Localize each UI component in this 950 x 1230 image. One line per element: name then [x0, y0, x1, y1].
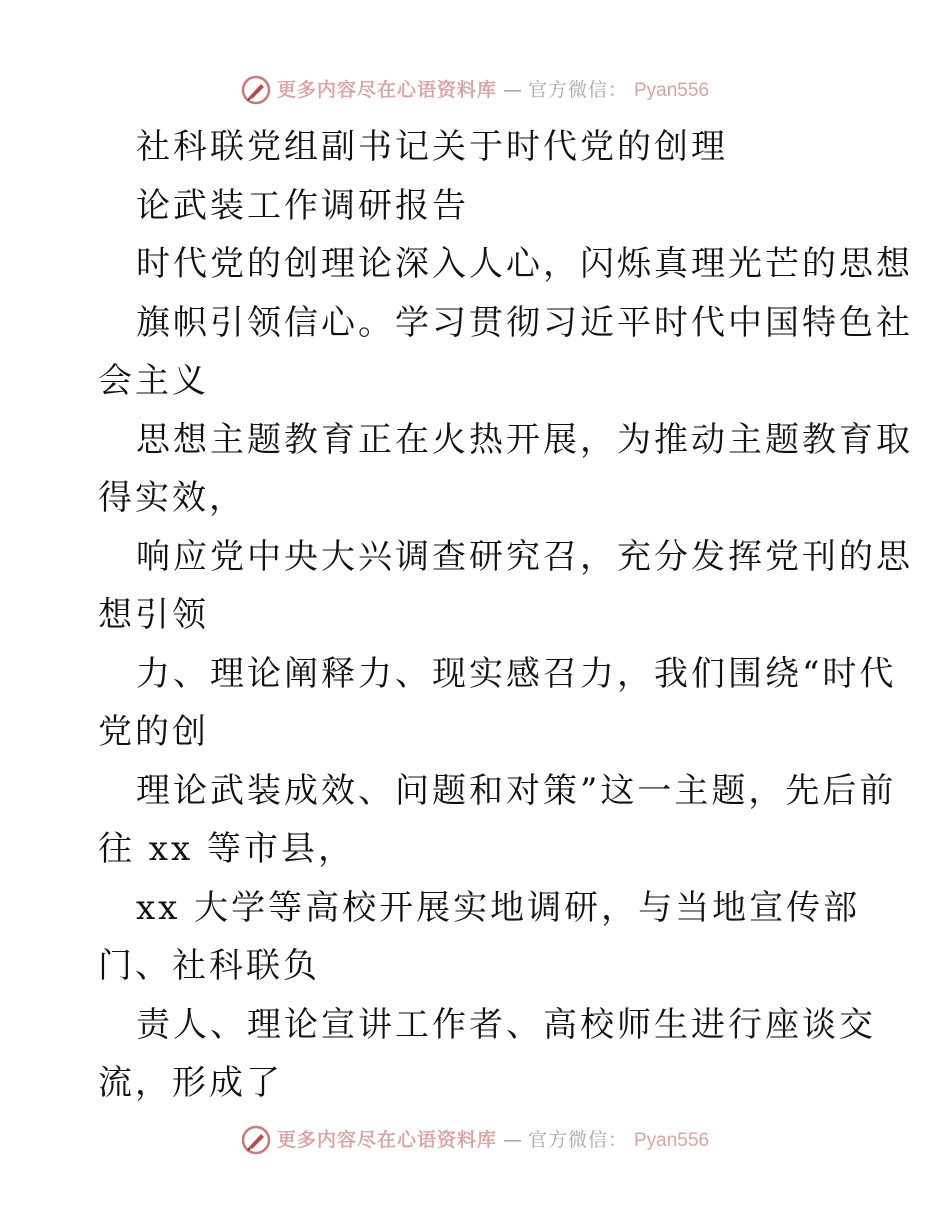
text-line: 理论武装成效、问题和对策”这一主题，先后前 — [136, 770, 897, 811]
watermark-wechat-label: 官方微信： — [527, 1128, 628, 1151]
text-line: 旗帜引领信心。学习贯彻习近平时代中国特色社 — [136, 302, 913, 343]
text-line: xx 大学等高校开展实地调研，与当地宣传部 — [136, 887, 861, 928]
watermark-banner — [241, 75, 709, 105]
text-line: 往 xx 等市县， — [98, 829, 355, 869]
footer-watermark — [0, 1120, 950, 1160]
text-line: 响应党中央大兴调查研究召，充分发挥党刊的思 — [136, 536, 913, 577]
watermark-dash: — — [502, 78, 522, 101]
text-line: 时代党的创理论深入人心，闪烁真理光芒的思想 — [136, 244, 913, 284]
text-line: 党的创 — [98, 712, 209, 752]
text-line: 门、社科联负 — [98, 946, 320, 986]
document-body — [98, 118, 913, 1113]
header-watermark — [0, 70, 950, 110]
text-line: 流，形成了 — [98, 1063, 283, 1103]
text-line: 力、理论阐释力、现实感召力，我们围绕“时代 — [136, 653, 897, 694]
watermark-banner — [241, 1125, 709, 1155]
text-line: 会主义 — [98, 361, 209, 401]
watermark-wechat-id: Pyan556 — [634, 79, 710, 101]
text-line: 思想主题教育正在火热开展，为推动主题教育取 — [136, 419, 913, 460]
watermark-wechat-id: Pyan556 — [634, 1129, 710, 1151]
watermark-title: 更多内容尽在心语资料库 — [276, 78, 497, 101]
text-line: 责人、理论宣讲工作者、高校师生进行座谈交 — [136, 1004, 876, 1045]
text-line: 社科联党组副书记关于时代党的创理 — [136, 127, 728, 167]
quill-pen-logo-icon — [241, 1125, 271, 1155]
text-line: 得实效， — [98, 478, 246, 518]
quill-pen-logo-icon — [241, 75, 271, 105]
watermark-title: 更多内容尽在心语资料库 — [276, 1128, 497, 1151]
watermark-wechat-label: 官方微信： — [527, 78, 628, 101]
text-line: 想引领 — [98, 595, 209, 635]
watermark-dash: — — [502, 1128, 522, 1151]
text-line: 论武装工作调研报告 — [136, 185, 469, 226]
